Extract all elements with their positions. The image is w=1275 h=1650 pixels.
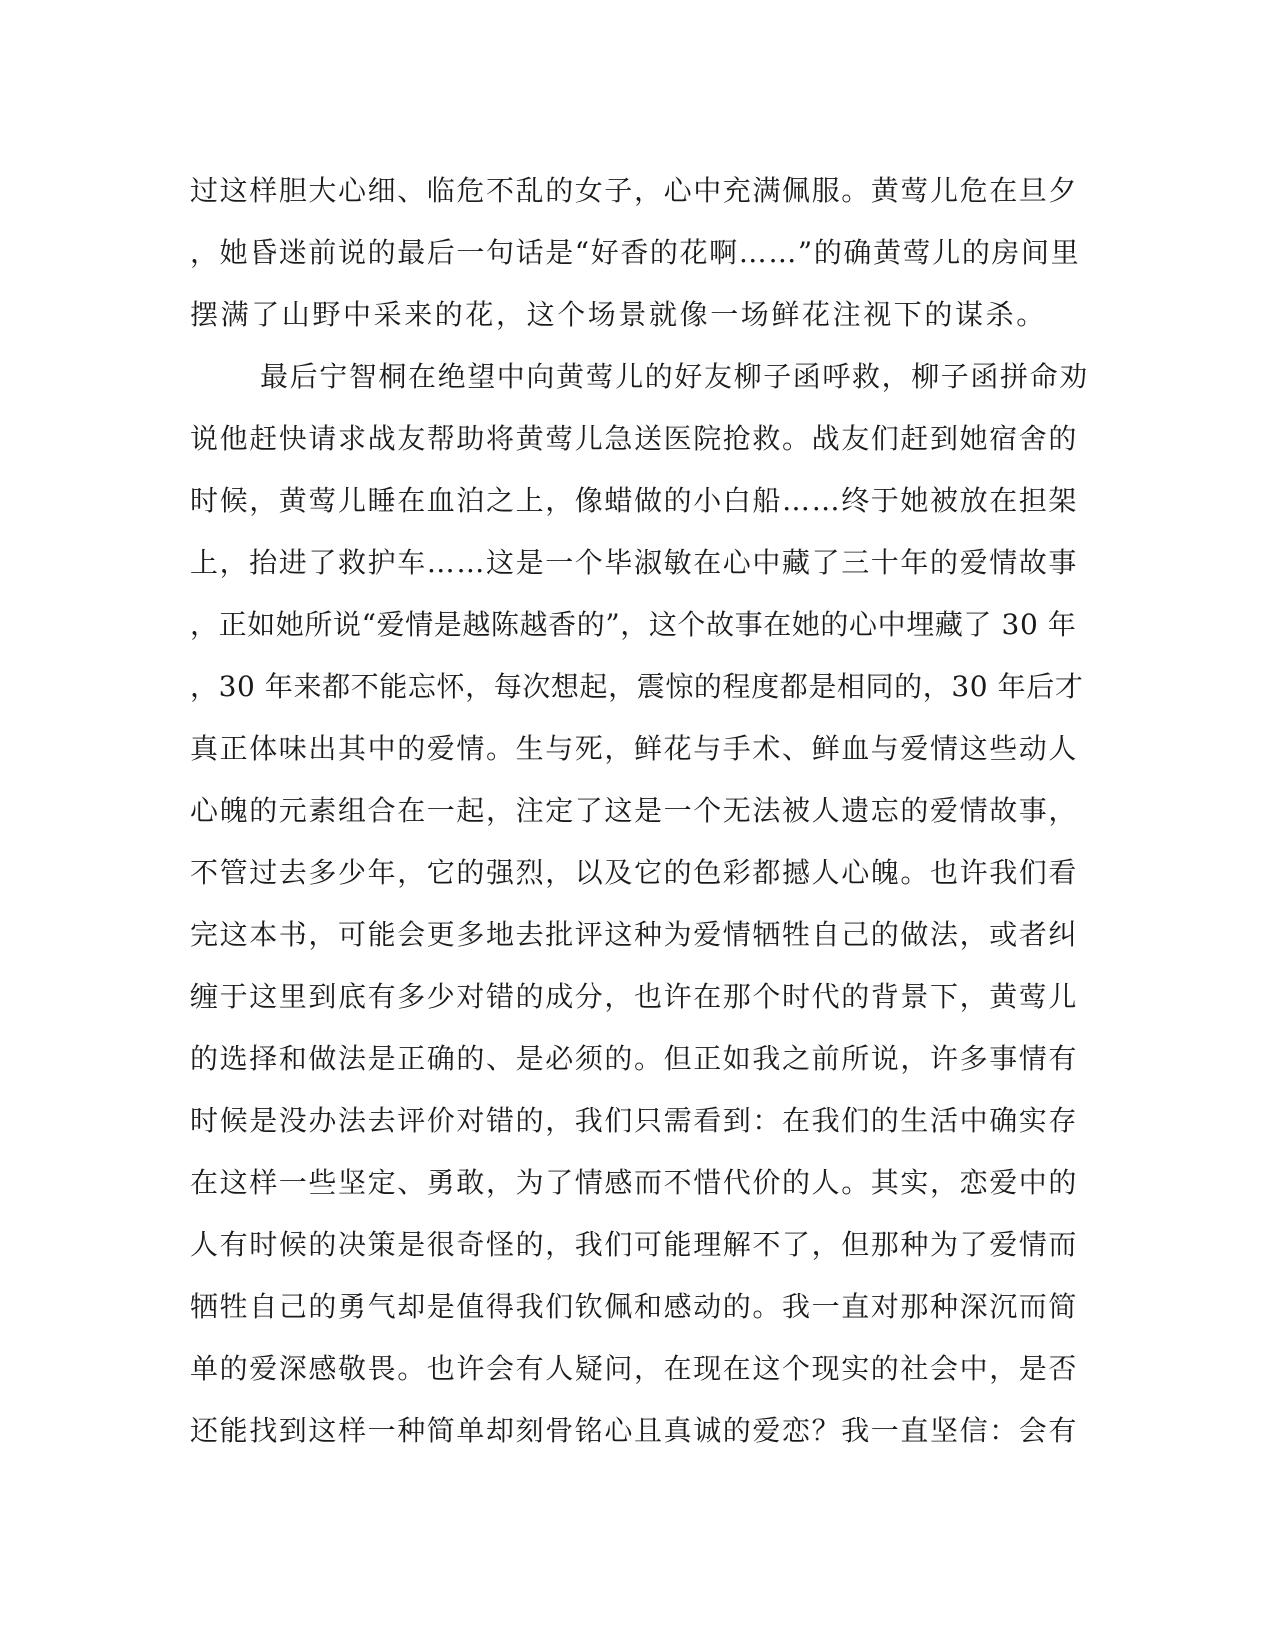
text-line: 还能找到这样一种简单却刻骨铭心且真诚的爱恋？我一直坚信：会有 <box>190 1414 1079 1447</box>
text-line: 时候是没办法去评价对错的，我们只需看到：在我们的生活中确实存 <box>190 1104 1079 1137</box>
text-line: 心魄的元素组合在一起，注定了这是一个无法被人遗忘的爱情故事， <box>190 794 1079 827</box>
text-line: ，30 年来都不能忘怀，每次想起，震惊的程度都是相同的，30 年后才 <box>190 670 1084 703</box>
text-line: 不管过去多少年，它的强烈，以及它的色彩都撼人心魄。也许我们看 <box>190 856 1079 889</box>
text-line: 人有时候的决策是很奇怪的，我们可能理解不了，但那种为了爱情而 <box>190 1228 1079 1261</box>
text-line: 上，抬进了救护车……这是一个毕淑敏在心中藏了三十年的爱情故事 <box>190 546 1079 579</box>
text-line: 的选择和做法是正确的、是必须的。但正如我之前所说，许多事情有 <box>190 1042 1079 1075</box>
text-line: 在这样一些坚定、勇敢，为了情感而不惜代价的人。其实，恋爱中的 <box>190 1166 1079 1199</box>
text-line: 完这本书，可能会更多地去批评这种为爱情牺牲自己的做法，或者纠 <box>190 918 1079 951</box>
text-line: 真正体味出其中的爱情。生与死，鲜花与手术、鲜血与爱情这些动人 <box>190 732 1079 765</box>
text-line: 过这样胆大心细、临危不乱的女子，心中充满佩服。黄莺儿危在旦夕 <box>190 174 1079 207</box>
text-line: ，正如她所说“爱情是越陈越香的”，这个故事在她的心中埋藏了 30 年 <box>190 608 1077 641</box>
text-line: 缠于这里到底有多少对错的成分，也许在那个时代的背景下，黄莺儿 <box>190 980 1079 1013</box>
paragraph-first-line: 最后宁智桐在绝望中向黄莺儿的好友柳子函呼救，柳子函拼命劝 <box>260 360 1089 393</box>
text-line: 单的爱深感敬畏。也许会有人疑问，在现在这个现实的社会中，是否 <box>190 1352 1079 1385</box>
text-line: 时候，黄莺儿睡在血泊之上，像蜡做的小白船……终于她被放在担架 <box>190 484 1079 517</box>
text-line: ，她昏迷前说的最后一句话是“好香的花啊……”的确黄莺儿的房间里 <box>190 236 1081 269</box>
text-line: 说他赶快请求战友帮助将黄莺儿急送医院抢救。战友们赶到她宿舍的 <box>190 422 1079 455</box>
text-line: 摆满了山野中采来的花，这个场景就像一场鲜花注视下的谋杀。 <box>190 298 1047 331</box>
body-text <box>190 160 1090 1462</box>
text-line: 牺牲自己的勇气却是值得我们钦佩和感动的。我一直对那种深沉而简 <box>190 1290 1079 1323</box>
